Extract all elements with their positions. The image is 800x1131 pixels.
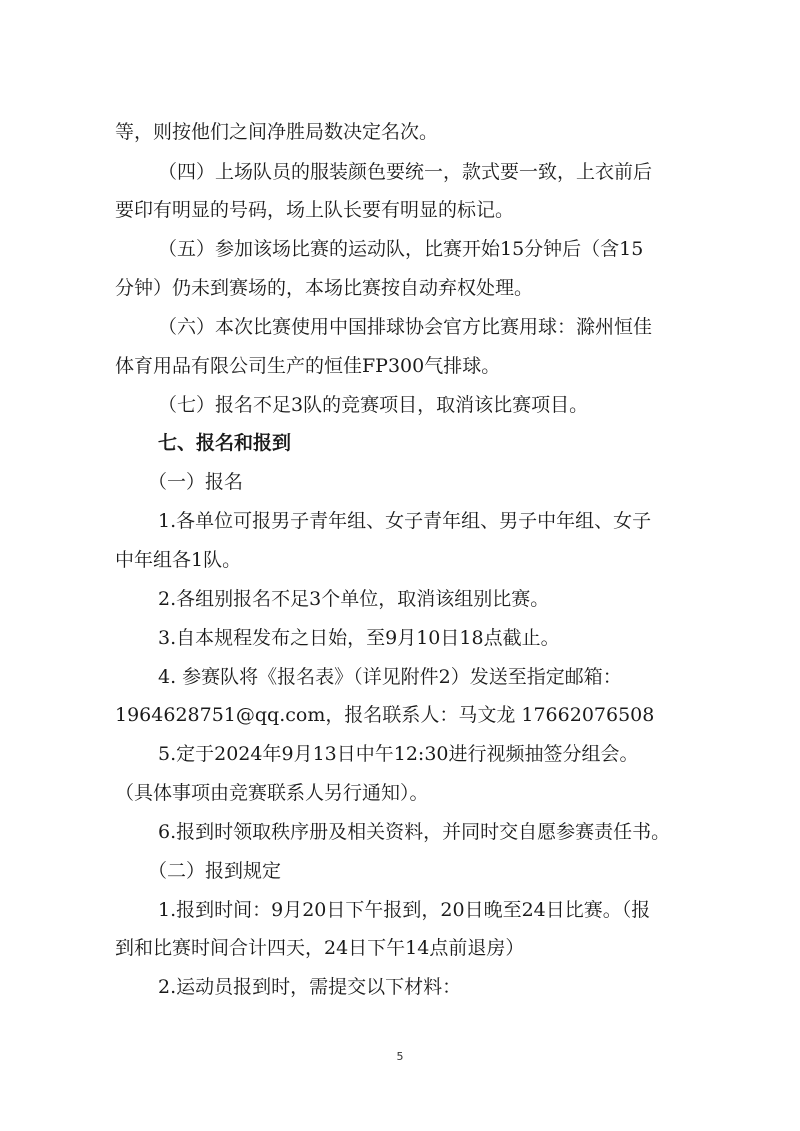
text-line: 1.各单位可报男子青年组、女子青年组、男子中年组、女子 bbox=[158, 510, 652, 532]
text-line: （六）本次比赛使用中国排球协会官方比赛用球：滁州恒佳 bbox=[158, 316, 653, 338]
subsection-heading: （一）报名 bbox=[148, 471, 244, 493]
text-line: 3.自本规程发布之日始，至9月10日18点截止。 bbox=[158, 627, 560, 649]
text-line: 6.报到时领取秩序册及相关资料，并同时交自愿参赛责任书。 bbox=[158, 821, 671, 843]
text-line: 体育用品有限公司生产的恒佳FP300气排球。 bbox=[115, 355, 501, 377]
text-line: 2.各组别报名不足3个单位，取消该组别比赛。 bbox=[158, 588, 550, 610]
text-line: 4. 参赛队将《报名表》（详见附件2）发送至指定邮箱： bbox=[158, 666, 622, 688]
subsection-heading: （二）报到规定 bbox=[148, 860, 282, 882]
text-line: 中年组各1队。 bbox=[115, 549, 242, 571]
text-line: 等，则按他们之间净胜局数决定名次。 bbox=[115, 121, 439, 143]
text-line: 1964628751@qq.com，报名联系人：马文龙 17662076508 bbox=[115, 704, 655, 726]
section-heading: 七、报名和报到 bbox=[158, 432, 292, 454]
text-line: （四）上场队员的服装颜色要统一，款式要一致，上衣前后 bbox=[158, 161, 653, 183]
text-line: 2.运动员报到时，需提交以下材料： bbox=[158, 976, 462, 998]
text-line: 1.报到时间：9月20日下午报到，20日晚至24日比赛。（报 bbox=[158, 899, 651, 921]
text-line: 5.定于2024年9月13日中午12:30进行视频抽签分组会。 bbox=[158, 743, 639, 765]
text-line: 到和比赛时间合计四天，24日下午14点前退房） bbox=[115, 937, 525, 959]
text-line: （五）参加该场比赛的运动队，比赛开始15分钟后（含15 bbox=[158, 238, 644, 260]
page-number: 5 bbox=[396, 1050, 404, 1063]
text-line: 分钟）仍未到赛场的，本场比赛按自动弃权处理。 bbox=[115, 277, 534, 299]
text-line: （七）报名不足3队的竞赛项目，取消该比赛项目。 bbox=[158, 394, 589, 416]
text-line: 要印有明显的号码，场上队长要有明显的标记。 bbox=[115, 199, 515, 221]
text-line: （具体事项由竞赛联系人另行通知）。 bbox=[115, 782, 429, 804]
